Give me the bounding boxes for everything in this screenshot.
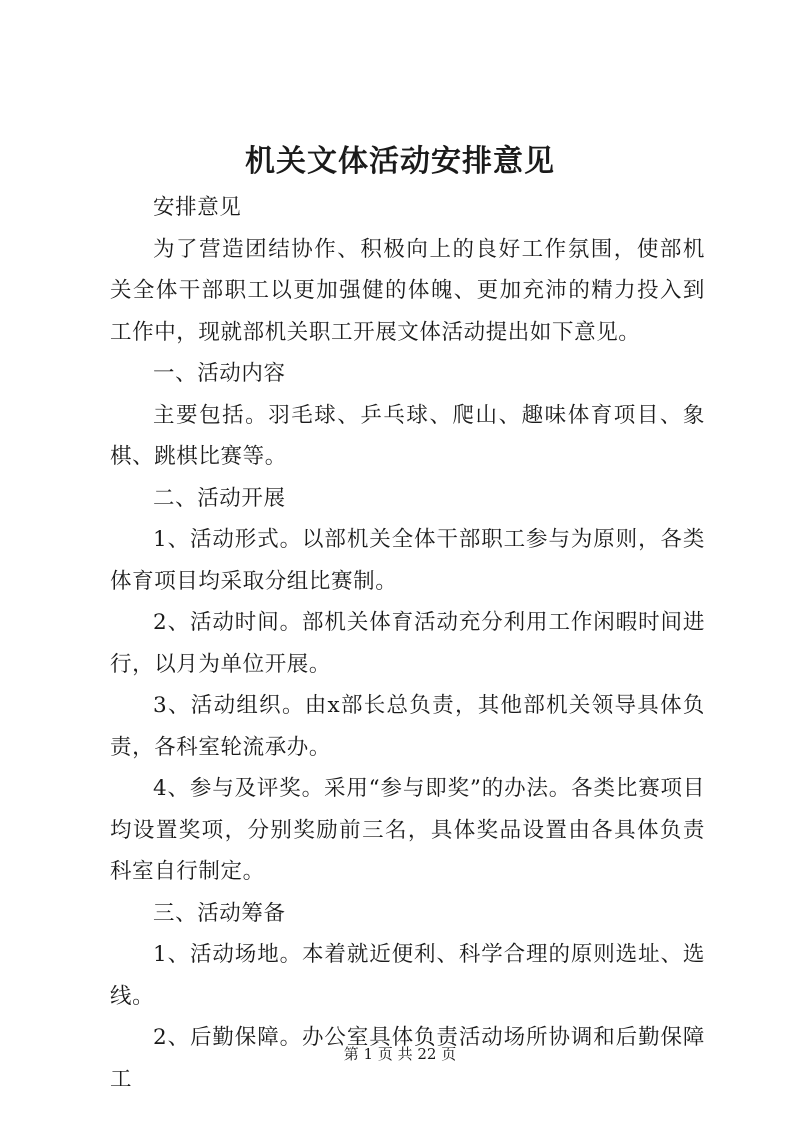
page-footer: 第 1 页 共 22 页 [343, 1045, 457, 1063]
paragraph-form: 1、活动形式。以部机关全体干部职工参与为原则，各类体育项目均采取分组比赛制。 [110, 527, 705, 594]
section-heading-conduct: 二、活动开展 [153, 485, 286, 511]
section-heading-preparation: 三、活动筹备 [153, 900, 286, 926]
paragraph-content: 主要包括。羽毛球、乒乓球、爬山、趣味体育项目、象棋、跳棋比赛等。 [110, 402, 705, 469]
paragraph-purpose: 为了营造团结协作、积极向上的良好工作氛围，使部机关全体干部职工以更加强健的体魄、更加充沛的精力投入到工作中，现就部机关职工开展文体活动提出如下意见。 [110, 236, 705, 345]
section-heading-content: 一、活动内容 [153, 361, 286, 386]
paragraph-organization: 3、活动组织。由x部长总负责，其他部机关领导具体负责，各科室轮流承办。 [110, 693, 705, 760]
paragraph-awards: 4、参与及评奖。采用“参与即奖”的办法。各类比赛项目均设置奖项，分别奖励前三名，具体奖品设置由各具体负责科室自行制定。 [110, 776, 705, 884]
document-body [110, 187, 705, 1100]
paragraph-venue: 1、活动场地。本着就近便利、科学合理的原则选址、选线。 [110, 942, 705, 1009]
paragraph-time: 2、活动时间。部机关体育活动充分利用工作闲暇时间进行，以月为单位开展。 [110, 610, 705, 677]
paragraph-logistics: 2、后勤保障。办公室具体负责活动场所协调和后勤保障工 [110, 1025, 705, 1092]
document-title: 机关文体活动安排意见 [245, 144, 555, 179]
paragraph-intro-heading: 安排意见 [153, 195, 242, 220]
